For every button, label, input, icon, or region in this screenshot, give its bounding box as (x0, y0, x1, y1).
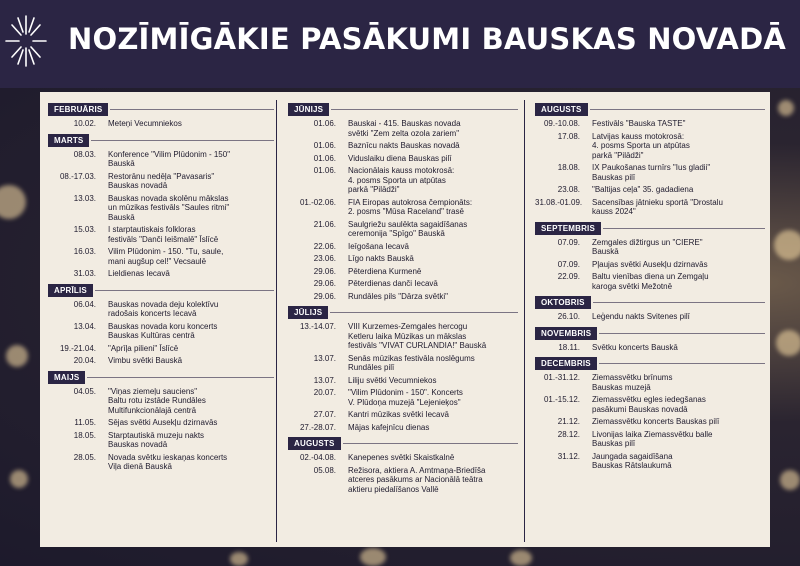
event-date: 22.09. (557, 272, 580, 281)
event-row (288, 376, 518, 386)
event-description: Bauskas novada skolēnu mākslas un mūzikas festivāls "Saules ritmi" Bauskā (108, 193, 230, 222)
event-row (535, 417, 765, 427)
event-row (535, 132, 765, 161)
event-date: 15.03. (73, 225, 96, 234)
event-description: Novada svētku ieskaņas koncerts Viļa dienā Bauskā (108, 452, 228, 471)
event-row (535, 373, 765, 392)
event-date: 29.06. (313, 279, 336, 288)
event-row (288, 166, 518, 195)
event-date: 05.08. (313, 465, 336, 475)
event-description: Senās mūzikas festivāla noslēgums Rundāles pilī (348, 353, 475, 372)
event-row (535, 343, 765, 353)
event-description: "Viņas ziemeļu sauciens" Baltu rotu izstāde Rundāles Multifunkcionālajā centrā (108, 386, 206, 415)
events-column-2 (288, 98, 518, 497)
event-date: 17.08. (557, 131, 580, 141)
bokeh-light (360, 548, 386, 566)
month-header (535, 357, 765, 370)
event-row (288, 154, 518, 164)
event-description: Kanepenes svētki Skaistkalnē (348, 453, 455, 462)
event-row (535, 452, 765, 471)
event-row (48, 119, 274, 129)
event-date: 21.06. (313, 219, 336, 229)
event-description: Sacensības jātnieku sportā "Drostalu kauss 2024" (592, 197, 723, 216)
event-row (535, 119, 765, 129)
event-row (535, 272, 765, 291)
month-header (288, 103, 518, 116)
event-description: Livonijas laika Ziemassvētku balle Bauskas pilī (592, 429, 713, 448)
event-row (48, 322, 274, 341)
month-header (535, 327, 765, 340)
month-rule (110, 109, 274, 110)
event-date: 07.09. (557, 259, 580, 269)
event-description: Festivāls "Bauska TASTE" (592, 119, 686, 128)
event-row (288, 267, 518, 277)
event-date: 01.06. (313, 141, 336, 150)
month-header (535, 296, 765, 309)
month-rule (330, 312, 518, 313)
event-row (535, 198, 765, 217)
event-row (535, 260, 765, 270)
bokeh-light (780, 470, 800, 490)
month-header (535, 222, 765, 235)
event-date: 28.05. (73, 452, 96, 462)
event-row (48, 150, 274, 169)
event-description: Meteņi Vecumniekos (108, 119, 182, 128)
event-description: Restorānu nedēļa "Pavasaris" Bauskas novadā (108, 171, 215, 190)
month-label: AUGUSTS (535, 103, 588, 116)
event-row (288, 242, 518, 252)
event-date: 22.06. (313, 241, 336, 251)
month-rule (599, 333, 765, 334)
event-date: 18.05. (73, 430, 96, 440)
bokeh-light (778, 100, 794, 116)
event-date: 01.06. (313, 153, 336, 163)
event-row (288, 410, 518, 420)
event-date: 28.12. (557, 429, 580, 439)
event-date: 02.-04.08. (299, 453, 336, 462)
month-header (48, 103, 274, 116)
event-row (288, 354, 518, 373)
event-description: Baznīcu nakts Bauskas novadā (348, 141, 460, 150)
event-description: IX Paukošanas turnīrs "Ius gladii" Bauskas pilī (592, 163, 711, 182)
bokeh-light (230, 552, 248, 566)
event-description: Liliju svētki Vecumniekos (348, 375, 437, 385)
event-row (288, 292, 518, 302)
event-date: 31.08.-01.09. (535, 197, 583, 207)
event-date: 29.06. (313, 291, 336, 301)
event-description: "Baltijas ceļa" 35. gadadiena (592, 185, 694, 194)
event-row (288, 466, 518, 495)
event-row (535, 238, 765, 257)
event-row (288, 141, 518, 151)
month-header (48, 134, 274, 147)
event-date: 08.03. (73, 149, 96, 159)
page-header (0, 0, 800, 88)
event-row (535, 430, 765, 449)
event-description: "Vilim Plūdonim - 150". Koncerts V. Plūdoņa muzejā "Lejenieķos" (348, 388, 463, 407)
event-description: Leģendu nakts Svitenes pilī (592, 312, 690, 321)
event-date: 18.08. (557, 163, 580, 172)
event-description: Jaungada sagaidīšana Bauskas Rātslaukumā (592, 451, 673, 470)
event-description: Ieīgošana Iecavā (348, 241, 409, 251)
event-row (535, 395, 765, 414)
event-description: Ziemassvētku egles iedegšanas pasākumi Bauskas novadā (592, 395, 706, 414)
month-label: SEPTEMBRIS (535, 222, 601, 235)
events-column-1 (48, 98, 274, 475)
event-date: 07.09. (557, 237, 580, 247)
event-description: Vilim Plūdonim - 150. "Tu, saule, mani augšup cel!" Vecsaulē (108, 247, 224, 266)
event-date: 13.03. (73, 193, 96, 203)
month-label: DECEMBRIS (535, 357, 597, 370)
month-header (48, 371, 274, 384)
bokeh-light (0, 185, 26, 219)
event-date: 01.06. (313, 166, 336, 175)
event-date: 06.04. (73, 299, 96, 309)
month-label: FEBRUĀRIS (48, 103, 108, 116)
event-date: 10.02. (73, 119, 96, 128)
event-row (535, 312, 765, 322)
month-rule (91, 140, 274, 141)
event-description: Zemgales dižtirgus un "CIERE" Bauskā (592, 237, 703, 256)
month-rule (599, 363, 765, 364)
month-rule (593, 302, 765, 303)
bokeh-light (10, 470, 28, 488)
event-description: Saulgriežu saulēkta sagaidīšanas ceremonija "Spīgo" Bauskā (348, 219, 468, 238)
event-row (48, 418, 274, 428)
event-date: 20.07. (313, 388, 336, 397)
event-date: 31.12. (557, 451, 580, 461)
snowflake-logo-icon (2, 8, 50, 74)
event-date: 18.11. (558, 342, 580, 352)
event-date: 26.10. (557, 312, 580, 321)
bokeh-light (6, 345, 28, 367)
month-rule (87, 377, 274, 378)
column-divider (524, 100, 525, 542)
event-date: 08.-17.03. (59, 171, 96, 181)
month-label: APRĪLIS (48, 284, 93, 297)
event-row (288, 198, 518, 217)
event-date: 01.-15.12. (543, 395, 580, 404)
event-description: Bauskas novada koru koncerts Bauskas Kultūras centrā (108, 321, 218, 340)
event-row (288, 388, 518, 407)
event-date: 13.07. (313, 353, 336, 363)
event-description: I starptautiskais folkloras festivāls "Danči Ieišmalē" Īslīcē (108, 225, 219, 244)
event-description: Nacionālais kauss motokrosā: 4. posms Sporta un atpūtas parkā "Pilādži" (348, 166, 455, 194)
event-description: Pēterdienas danči Iecavā (348, 279, 438, 288)
event-row (48, 356, 274, 366)
month-rule (343, 443, 518, 444)
event-description: Pļaujas svētki Ausekļu dzirnavās (592, 259, 708, 269)
event-date: 13.04. (73, 321, 96, 331)
event-description: Starptautiskā muzeju nakts Bauskas novadā (108, 430, 205, 449)
event-description: Svētku koncerts Bauskā (592, 342, 678, 352)
event-date: 01.-02.06. (299, 197, 336, 207)
event-row (288, 453, 518, 463)
event-row (48, 453, 274, 472)
event-row (288, 119, 518, 138)
month-rule (603, 228, 765, 229)
bokeh-light (774, 230, 800, 260)
event-row (48, 431, 274, 450)
event-description: FIA Eiropas autokrosa čempionāts: 2. posms "Mūsa Raceland" trasē (348, 197, 473, 216)
month-label: AUGUSTS (288, 437, 341, 450)
event-description: Lieldienas Iecavā (108, 269, 170, 278)
month-rule (331, 109, 518, 110)
event-description: Sējas svētki Ausekļu dzirnavās (108, 418, 218, 427)
event-date: 13.07. (313, 375, 336, 385)
month-header (288, 306, 518, 319)
event-row (48, 344, 274, 354)
event-date: 21.12. (557, 417, 580, 426)
event-date: 27.07. (313, 410, 336, 419)
event-date: 01.-31.12. (543, 373, 580, 382)
event-date: 11.05. (74, 418, 96, 427)
events-column-3 (535, 98, 765, 474)
event-description: Pēterdiena Kurmenē (348, 266, 422, 276)
event-description: Kantri mūzikas svētki Iecavā (348, 410, 449, 419)
event-description: Bauskas novada deju kolektīvu radošais koncerts Iecavā (108, 299, 219, 318)
event-date: 20.04. (73, 356, 96, 365)
event-row (48, 387, 274, 416)
event-description: Ziemassvētku brīnums Bauskas muzejā (592, 373, 673, 392)
event-description: Mājas kafejnīcu dienas (348, 422, 430, 432)
month-header (535, 103, 765, 116)
event-date: 16.03. (73, 247, 96, 256)
month-header (288, 437, 518, 450)
event-date: 27.-28.07. (299, 422, 336, 432)
month-label: OKTOBRIS (535, 296, 591, 309)
event-row (48, 269, 274, 279)
event-date: 04.05. (73, 386, 96, 396)
bokeh-light (510, 550, 532, 566)
event-row (48, 225, 274, 244)
event-description: Baltu vienības diena un Zemgaļu karoga svētki Mežotnē (592, 272, 709, 291)
event-description: Konference "Vilim Plūdonim - 150" Bauskā (108, 149, 231, 168)
event-row (48, 172, 274, 191)
month-label: MARTS (48, 134, 89, 147)
event-description: Bauskai - 415. Bauskas novada svētki "Zem zelta ozola zariem" (348, 119, 461, 138)
event-row (288, 254, 518, 264)
month-label: MAIJS (48, 371, 85, 384)
event-date: 01.06. (313, 119, 336, 128)
event-date: 19.-21.04. (59, 343, 96, 353)
event-row (535, 163, 765, 182)
page-title: NOZĪMĪGĀKIE PASĀKUMI BAUSKAS NOVADĀ (68, 22, 786, 56)
event-description: "Aprīļa pilieni" Īslīcē (108, 343, 179, 353)
event-date: 13.-14.07. (299, 322, 336, 331)
event-row (288, 322, 518, 351)
bokeh-light (776, 330, 800, 356)
event-description: Latvijas kauss motokrosā: 4. posms Sporta un atpūtas parkā "Pilādži" (592, 131, 690, 160)
event-row (48, 300, 274, 319)
event-description: Līgo nakts Bauskā (348, 254, 414, 263)
column-divider (276, 100, 277, 542)
event-date: 09.-10.08. (543, 119, 580, 128)
event-date: 23.06. (313, 254, 336, 263)
month-label: JŪLIJS (288, 306, 328, 319)
event-date: 31.03. (73, 269, 96, 278)
event-description: Vimbu svētki Bauskā (108, 356, 183, 365)
event-description: Viduslaiku diena Bauskas pilī (348, 153, 452, 163)
event-row (48, 194, 274, 223)
event-description: Rundāles pils "Dārza svētki" (348, 291, 448, 301)
month-rule (95, 290, 274, 291)
month-label: NOVEMBRIS (535, 327, 597, 340)
month-rule (590, 109, 765, 110)
event-row (288, 423, 518, 433)
event-description: Ziemassvētku koncerts Bauskas pilī (592, 417, 720, 426)
event-row (48, 247, 274, 266)
event-date: 29.06. (313, 266, 336, 276)
event-description: Režisora, aktiera A. Amtmaņa-Briedīša atceres pasākums ar Nacionālā teātra aktieru piedalīšanos Vallē (348, 465, 486, 494)
event-description: VIII Kurzemes-Zemgales hercogu Ketleru laika Mūzikas un mākslas festivāls "VIVAT CURLANDIA!" Bauskā (348, 322, 487, 350)
month-header (48, 284, 274, 297)
event-row (535, 185, 765, 195)
event-row (288, 279, 518, 289)
event-row (288, 220, 518, 239)
events-panel (40, 92, 770, 547)
month-label: JŪNIJS (288, 103, 329, 116)
event-date: 23.08. (557, 185, 580, 194)
